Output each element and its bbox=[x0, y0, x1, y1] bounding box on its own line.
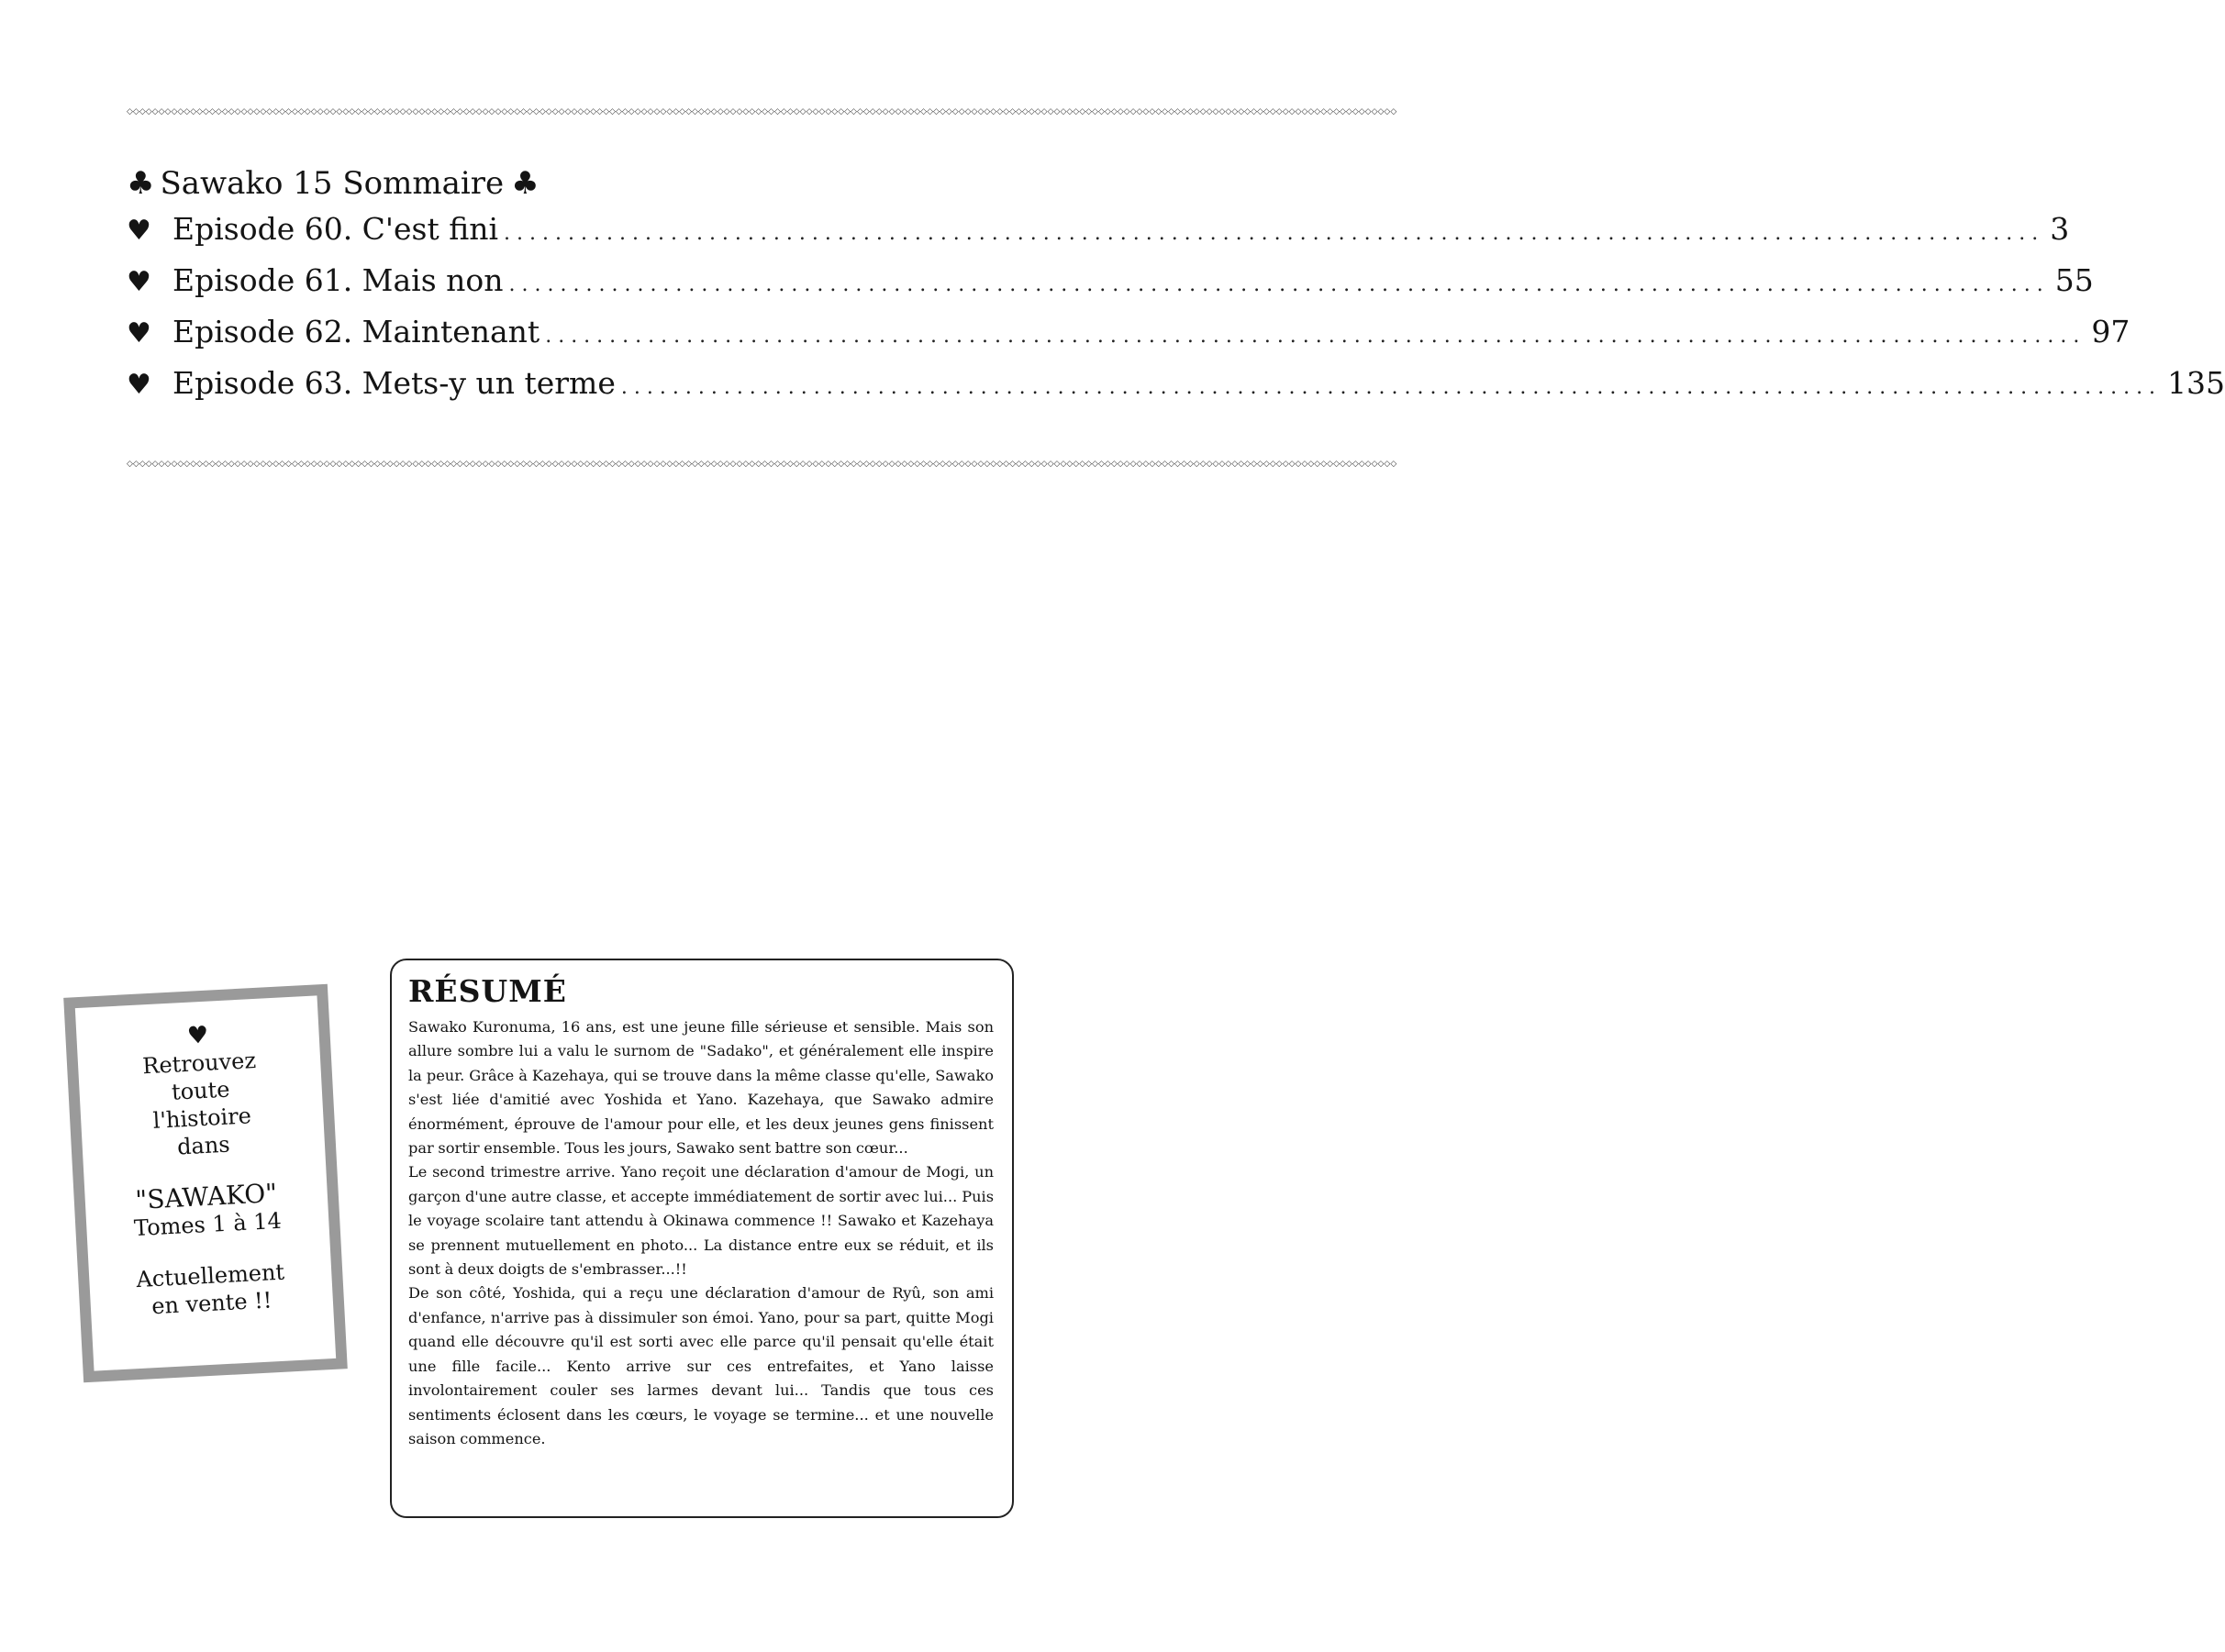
episode-title: Episode 62. Maintenant bbox=[172, 314, 540, 349]
leader-dots: ........................................................................................................................ bbox=[504, 222, 2045, 245]
summary-paragraph: Sawako Kuronuma, 16 ans, est une jeune fille sérieuse et sensible. Mais son allure sombre lui a valu le surnom de "Sadako", et généralement elle inspire la peur. Grâce à Kazehaya, qui se trouve dans la même classe qu'elle, Sawako s'est liée d'amitié avec Yoshida et Yano. Kazehaya, que Sawako admire énormément, éprouve de l'amour pour elle, et les deux jeunes gens finissent par sortir ensemble. Tous les jours, Sawako sent battre son cœur... bbox=[408, 1018, 994, 1158]
leader-dots: ........................................................................................................................ bbox=[508, 273, 2050, 296]
promo-line: Retrouvez bbox=[141, 1047, 257, 1080]
decorative-divider-top: ◇◇◇◇◇◇◇◇◇◇◇◇◇◇◇◇◇◇◇◇◇◇◇◇◇◇◇◇◇◇◇◇◇◇◇◇◇◇◇◇◇◇◇◇◇◇◇◇◇◇◇◇◇◇◇◇◇◇◇◇◇◇◇◇◇◇◇◇◇◇◇◇◇◇◇◇◇◇◇◇◇◇◇◇◇◇◇◇◇◇◇◇◇◇◇◇◇◇◇◇◇◇◇◇◇◇◇◇◇◇◇◇◇◇◇◇◇◇◇◇◇◇◇◇◇◇◇◇◇◇◇◇◇◇◇◇◇◇◇◇◇◇◇◇◇◇◇◇◇◇◇◇◇◇◇◇◇◇◇◇◇◇◇◇◇◇◇◇◇◇◇◇◇◇◇◇◇◇◇◇◇◇◇◇◇◇◇◇◇◇◇◇◇◇◇◇◇◇◇◇ bbox=[127, 107, 1397, 116]
volume-range: Tomes 1 à 14 bbox=[133, 1207, 283, 1242]
club-icon: ♣ bbox=[127, 165, 155, 202]
heart-icon: ♥ bbox=[127, 369, 151, 401]
summary-paragraph: De son côté, Yoshida, qui a reçu une déclaration d'amour de Ryû, son ami d'enfance, n'arrive pas à dissimuler son émoi. Yano, pour sa part, quitte Mogi quand elle découvre qu'il est sorti avec elle parce qu'il pensait qu'elle était une fille facile... Kento arrive sur ces entrefaites, et Yano laisse involontairement couler ses larmes devant lui... Tandis que tous ces sentiments éclosent dans les cœurs, le voyage se termine... et une nouvelle saison commence. bbox=[408, 1284, 994, 1447]
page-number: 135 bbox=[2167, 365, 2225, 401]
toc-entry bbox=[127, 262, 2094, 314]
heart-icon: ♥ bbox=[186, 1021, 209, 1050]
promo-line: toute bbox=[171, 1076, 231, 1105]
toc-entry bbox=[127, 314, 2130, 365]
toc-entry bbox=[127, 365, 2225, 416]
toc-title-text: Sawako 15 Sommaire bbox=[160, 165, 505, 202]
heart-icon: ♥ bbox=[127, 215, 151, 247]
leader-dots: ........................................................................................................................ bbox=[620, 376, 2163, 399]
heart-icon: ♥ bbox=[127, 317, 151, 349]
episode-title: Episode 61. Mais non bbox=[172, 262, 504, 298]
summary-paragraph: Le second trimestre arrive. Yano reçoit une déclaration d'amour de Mogi, un garçon d'une autre classe, et accepte immédiatement de sortir avec lui... Puis le voyage scolaire tant attendu à Okinawa commence !! Sawako et Kazehaya se prennent mutuellement en photo... La distance entre eux se réduit, et ils sont à deux doigts de s'embrasser...!! bbox=[408, 1163, 994, 1279]
leader-dots: ........................................................................................................................ bbox=[545, 325, 2086, 348]
toc-entry bbox=[127, 211, 2070, 262]
page-number: 55 bbox=[2054, 262, 2094, 298]
sale-line: Actuellement bbox=[135, 1258, 285, 1293]
series-name: "SAWAKO" bbox=[134, 1177, 278, 1216]
summary-box bbox=[390, 959, 1014, 1518]
decorative-divider-bottom: ◇◇◇◇◇◇◇◇◇◇◇◇◇◇◇◇◇◇◇◇◇◇◇◇◇◇◇◇◇◇◇◇◇◇◇◇◇◇◇◇◇◇◇◇◇◇◇◇◇◇◇◇◇◇◇◇◇◇◇◇◇◇◇◇◇◇◇◇◇◇◇◇◇◇◇◇◇◇◇◇◇◇◇◇◇◇◇◇◇◇◇◇◇◇◇◇◇◇◇◇◇◇◇◇◇◇◇◇◇◇◇◇◇◇◇◇◇◇◇◇◇◇◇◇◇◇◇◇◇◇◇◇◇◇◇◇◇◇◇◇◇◇◇◇◇◇◇◇◇◇◇◇◇◇◇◇◇◇◇◇◇◇◇◇◇◇◇◇◇◇◇◇◇◇◇◇◇◇◇◇◇◇◇◇◇◇◇◇◇◇◇◇◇◇◇◇◇◇◇◇ bbox=[127, 460, 1397, 469]
summary-text bbox=[408, 1015, 994, 1451]
page-number: 3 bbox=[2050, 211, 2070, 247]
episode-title: Episode 60. C'est fini bbox=[172, 211, 499, 247]
promo-line: l'histoire bbox=[152, 1103, 252, 1134]
heart-icon: ♥ bbox=[127, 266, 151, 298]
table-of-contents bbox=[127, 156, 2225, 416]
promo-box bbox=[63, 984, 348, 1382]
summary-title: RÉSUMÉ bbox=[408, 973, 567, 1009]
club-icon: ♣ bbox=[511, 165, 540, 202]
page-number: 97 bbox=[2091, 314, 2130, 349]
sale-line: en vente !! bbox=[150, 1287, 273, 1320]
promo-line: dans bbox=[176, 1131, 231, 1160]
toc-title bbox=[127, 156, 1007, 211]
episode-title: Episode 63. Mets-y un terme bbox=[172, 365, 616, 401]
